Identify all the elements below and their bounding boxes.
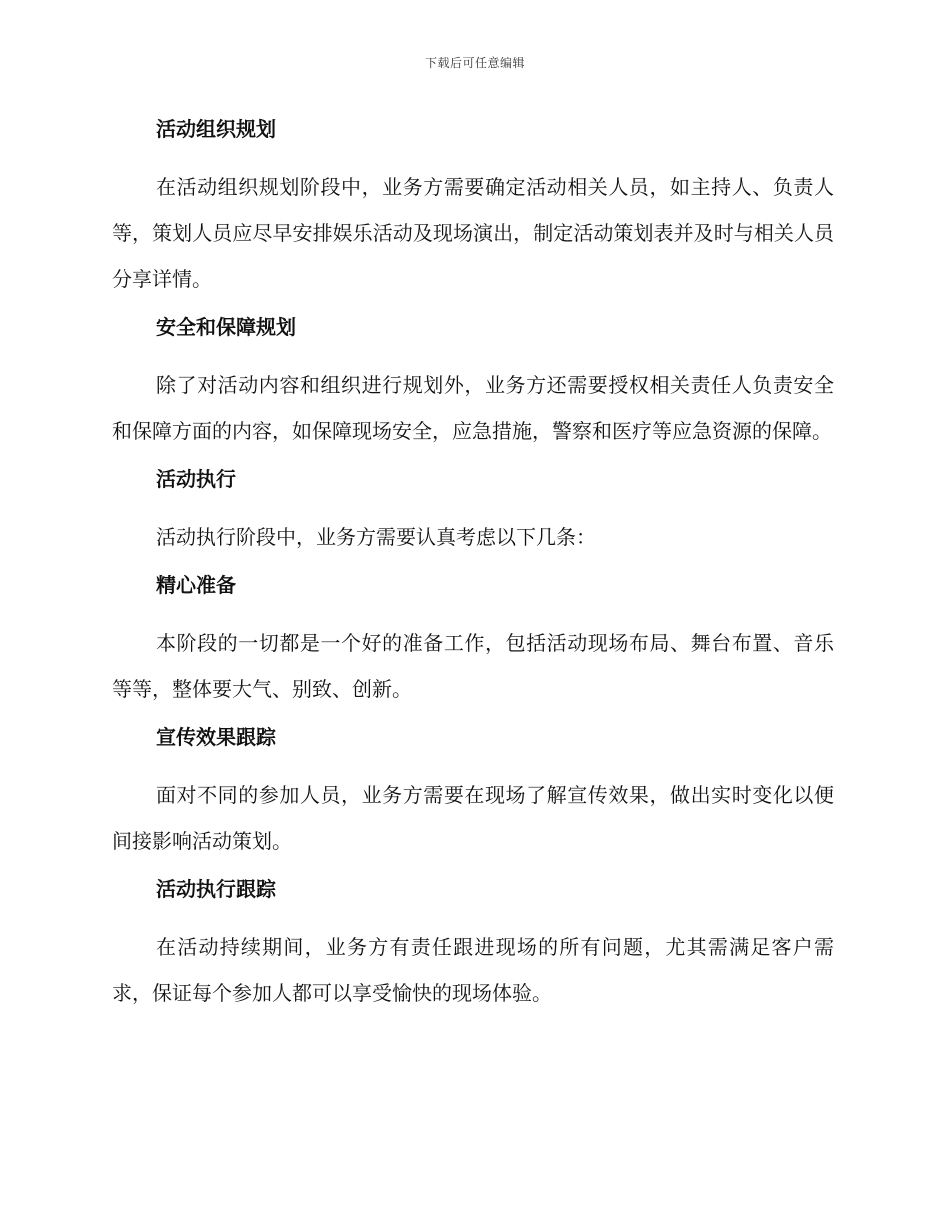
section-paragraph: 在活动持续期间，业务方有责任跟进现场的所有问题，尤其需满足客户需求，保证每个参加人都可以享受愉快的现场体验。 xyxy=(112,935,834,1005)
section-paragraph: 活动执行阶段中，业务方需要认真考虑以下几条： xyxy=(156,525,596,549)
section-title: 活动执行跟踪 xyxy=(156,877,276,901)
section xyxy=(112,566,834,712)
section-paragraph: 除了对活动内容和组织进行规划外，业务方还需要授权相关责任人负责安全和保障方面的内容，如保障现场安全，应急措施，警察和医疗等应急资源的保障。 xyxy=(112,373,834,443)
section-title: 活动组织规划 xyxy=(156,117,276,141)
section xyxy=(112,110,834,302)
section-paragraph: 本阶段的一切都是一个好的准备工作，包括活动现场布局、舞台布置、音乐等等，整体要大气、别致、创新。 xyxy=(112,631,834,701)
section xyxy=(112,460,834,560)
section-paragraph: 在活动组织规划阶段中，业务方需要确定活动相关人员，如主持人、负责人等，策划人员应尽早安排娱乐活动及现场演出，制定活动策划表并及时与相关人员分享详情。 xyxy=(112,175,834,291)
section xyxy=(112,308,834,454)
section-title: 活动执行 xyxy=(156,467,236,491)
section xyxy=(112,870,834,1016)
section xyxy=(112,718,834,864)
header-note: 下载后可任意编辑 xyxy=(424,56,525,70)
section-title: 安全和保障规划 xyxy=(156,315,296,339)
section-paragraph: 面对不同的参加人员，业务方需要在现场了解宣传效果，做出实时变化以便间接影响活动策划。 xyxy=(112,783,834,853)
document-body xyxy=(112,110,834,1022)
section-title: 宣传效果跟踪 xyxy=(156,725,276,749)
section-title: 精心准备 xyxy=(156,573,236,597)
